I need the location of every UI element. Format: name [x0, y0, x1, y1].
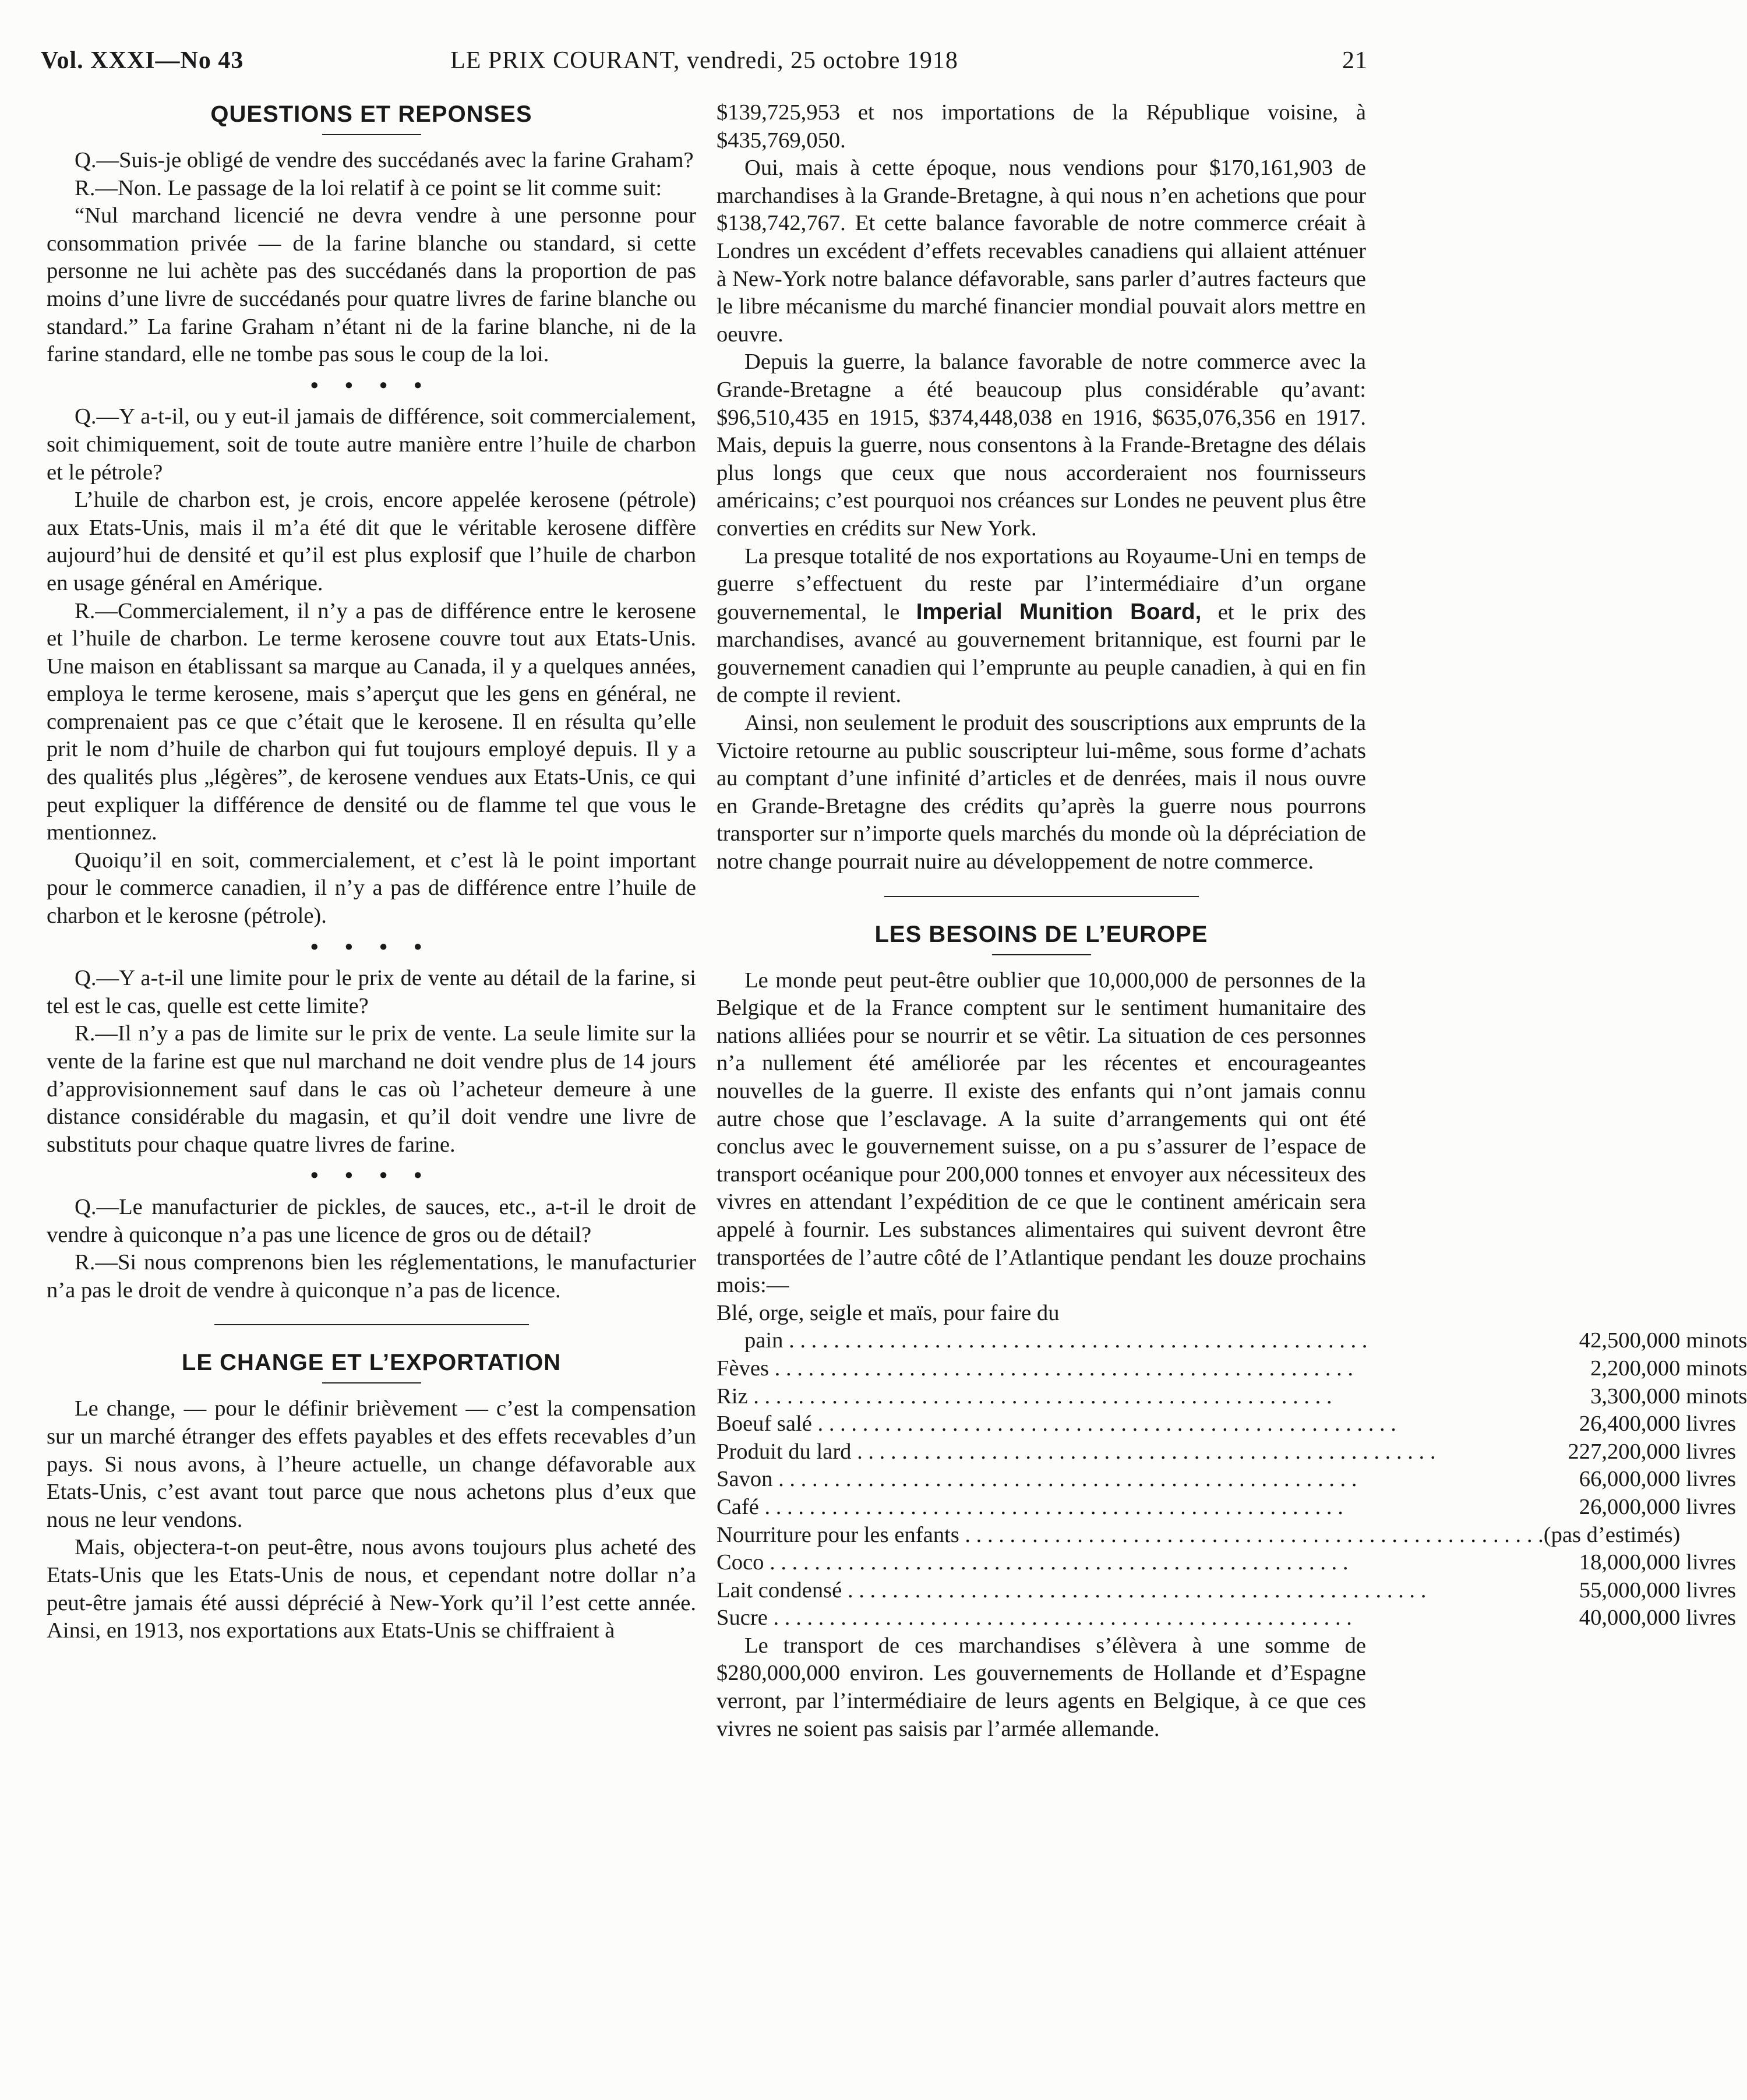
goods-unit: minots	[1686, 1356, 1747, 1381]
goods-intro: Blé, orge, seigle et maïs, pour faire du	[717, 1300, 1060, 1325]
goods-row	[717, 1549, 1747, 1577]
goods-quantity: 42,500,000	[1579, 1328, 1681, 1353]
paragraph-text: et le prix des marchandises, avancé au gouvernement britannique, est fourni par le gouvernement canadien qui l’emprunte au peuple canadien, à qui en fin de compte il revient.	[717, 599, 1366, 708]
goods-row	[717, 1438, 1747, 1466]
paragraph: R.—Si nous comprenons bien les réglementations, le manufacturier n’a pas le droit de vendre à quiconque n’a pas de licence.	[47, 1250, 696, 1303]
paragraph: Q.—Y a-t-il une limite pour le prix de vente au détail de la farine, si tel est le cas, quelle est cette limite?	[47, 966, 696, 1018]
right-column	[717, 99, 1747, 1743]
goods-item	[717, 1466, 1544, 1494]
paragraph: L’huile de charbon est, je crois, encore appelée kerosene (pétrole) aux Etats-Unis, mais il m’a été dit que le véritable kerosene diffère aujourd’hui de densité et qu’il est plus explosif que l’huile de charbon en usage général en Amérique.	[47, 488, 696, 595]
paragraph: R.—Il n’y a pas de limite sur le prix de vente. La seule limite sur la vente de la farine est que nul marchand ne doit vendre plus de 14 jours d’approvisionnement sauf dans le cas où l’acheteur demeure à une distance considérable du magasin, et qu’il doit vendre une livre de substituts pour chaque quatre livres de farine.	[47, 1021, 696, 1157]
goods-unit: livres	[1686, 1467, 1737, 1492]
goods-item	[717, 1494, 1544, 1522]
paragraph-text: La presque totalité de nos exportations au Royaume-Uni en temps de guerre s’effectuent du reste par l’intermédiaire d’un organe gouvernemental, le	[717, 543, 1366, 624]
goods-item-label: Fèves . . .	[717, 1355, 1544, 1383]
goods-item	[717, 1410, 1544, 1438]
goods-row	[717, 1355, 1747, 1383]
left-column	[47, 99, 696, 1645]
goods-unit: minots	[1686, 1328, 1747, 1353]
goods-quantity: 66,000,000	[1579, 1467, 1681, 1492]
paragraph: Q.—Y a-t-il, ou y eut-il jamais de différence, soit commercialement, soit chimiquement, soit de toute autre manière entre l’huile de charbon et le pétrole?	[47, 404, 696, 485]
paragraph: R.—Non. Le passage de la loi relatif à ce point se lit comme suit:	[75, 175, 662, 200]
paragraph: Depuis la guerre, la balance favorable de notre commerce avec la Grande-Bretagne a été beaucoup plus considérable qu’avant: $96,510,435 en 1915, $374,448,038 en 1916, $635,076,356 en 1917. Mais, depuis la guerre, nous consentons à la Frande-Bretagne des délais plus longs que ceux que nous accorderaient nos fournisseurs américains; c’est pourquoi nos créances sur Londes ne peuvent plus être converties en crédits sur New York.	[717, 350, 1366, 541]
goods-row	[717, 1410, 1747, 1438]
separator-stars: • • • •	[310, 934, 432, 959]
goods-item-label: Riz . . .	[717, 1383, 1544, 1411]
goods-table	[717, 1327, 1747, 1632]
goods-item	[717, 1327, 1544, 1355]
goods-item-label: Savon . . .	[717, 1466, 1544, 1494]
goods-unit: livres	[1686, 1494, 1737, 1519]
goods-item	[717, 1577, 1544, 1605]
goods-item	[717, 1438, 1544, 1466]
goods-unit	[1680, 1522, 1747, 1550]
paragraph: Quoiqu’il en soit, commercialement, et c’est là le point important pour le commerce canadien, il n’y a pas de différence entre l’huile de charbon et le kerosne (pétrole).	[47, 848, 696, 929]
goods-quantity: 2,200,000	[1590, 1356, 1681, 1381]
volume-number: Vol. XXXI—No 43	[41, 47, 244, 74]
title-rule	[322, 134, 421, 135]
goods-row	[717, 1383, 1747, 1411]
goods-row	[717, 1466, 1747, 1494]
goods-item	[717, 1522, 1544, 1550]
section-rule	[884, 896, 1199, 897]
goods-item-label: Boeuf salé . . .	[717, 1410, 1544, 1438]
section-rule	[214, 1324, 529, 1325]
paragraph: “Nul marchand licencié ne devra vendre à une personne pour consommation privée — de la farine blanche ou standard, si cette personne ne lui achète pas des succédanés dans la proportion de pas moins d’une livre de succédanés pour quatre livres de farine blanche ou standard.” La farine Graham n’étant ni de la farine blanche, ni de la farine standard, elle ne tombe pas sous le coup de la loi.	[47, 203, 696, 367]
goods-row	[717, 1327, 1747, 1355]
paragraph: Le monde peut peut-être oublier que 10,000,000 de personnes de la Belgique et de la France comptent sur le sentiment humanitaire des nations allіées pour se nourrir et se vêtir. La situation de ces personnes n’a nullement été améliorée par les récentes et encourageantes nouvelles de la guerre. Il existe des enfants qui n’ont jamais connu autre chose que l’esclavage. A la suite d’arrangements qui ont été conclus avec le gouvernement suisse, on a pu s’assurer de l’espace de transport océanique pour 200,000 tonnes et envoyer aux nécessiteux des vivres en attendant l’expédition de ce que le continent américain sera appelé à fournir. Les substances alimentaires qui suivent devront être transportées de l’autre côté de l’Atlantique pendant les douze prochains mois:—	[717, 968, 1366, 1298]
separator-stars: • • • •	[310, 1163, 432, 1188]
goods-item-label: Coco . . .	[717, 1549, 1544, 1577]
goods-item-label: Café . . .	[717, 1494, 1544, 1522]
section-title-europe: LES BESOINS DE L’EUROPE	[874, 921, 1208, 947]
goods-quantity: 3,300,000	[1590, 1383, 1681, 1409]
paragraph: Ainsi, non seulement le produit des souscriptions aux emprunts de la Victoire retourne au public souscripteur lui-même, sous forme d’achats au comptant d’une infinité d’articles et de denrées, mais il nous ouvre en Grande-Bretagne des crédits qu’après la guerre nous pourrons transporter sur n’importe quels marchés du monde où la dépréciation de notre change pourrait nuire au développement de notre commerce.	[717, 711, 1366, 874]
section-title-questions: QUESTIONS ET REPONSES	[210, 101, 532, 127]
goods-quantity: 55,000,000	[1579, 1577, 1681, 1603]
goods-unit: minots	[1686, 1383, 1747, 1409]
goods-quantity: 18,000,000	[1579, 1550, 1681, 1575]
paragraph: Oui, mais à cette époque, nous vendions pour $170,161,903 de marchandises à la Grande-Bretagne, à qui nous n’en achetions que pour $138,742,767. Et cette balance favorable de notre commerce créait à Londres un excédent d’effets recevables canadiens qui allaient atténuer à New-York notre balance défavorable, sans parler d’autres facteurs que le libre mécanisme du marché financier mondial pouvait alors mettre en oeuvre.	[717, 156, 1366, 347]
running-head	[41, 47, 1368, 87]
goods-item-label: pain . . .	[717, 1327, 1544, 1355]
goods-item	[717, 1604, 1544, 1632]
title-rule	[322, 1382, 421, 1383]
paragraph: Le change, — pour le définir brièvement — c’est la compensation sur un marché étranger des effets payables et des effets recevables d’un pays. Si nous avons, à l’heure actuelle, un change défavorable aux Etats-Unis, c’est avant tout parce que nous achetons plus d’eux que nous ne leur vendons.	[47, 1396, 696, 1532]
goods-unit: livres	[1686, 1550, 1737, 1575]
paragraph: Q.—Suis-je obligé de vendre des succédanés avec la farine Graham?	[75, 148, 694, 172]
section-title-change: LE CHANGE ET L’EXPORTATION	[181, 1350, 562, 1376]
goods-row	[717, 1494, 1747, 1522]
board-name: Imperial Munition Board,	[916, 599, 1202, 624]
goods-quantity: 26,000,000	[1579, 1494, 1681, 1519]
goods-unit: livres	[1686, 1605, 1737, 1630]
goods-quantity: (pas d’estimés)	[1543, 1522, 1681, 1547]
publication-title-date: LE PRIX COURANT, vendredi, 25 octobre 1918	[450, 47, 958, 74]
goods-unit: livres	[1686, 1577, 1737, 1603]
title-rule	[992, 954, 1091, 955]
goods-item	[717, 1383, 1544, 1411]
goods-row	[717, 1604, 1747, 1632]
goods-item	[717, 1549, 1544, 1577]
page-number: 21	[1342, 47, 1368, 74]
goods-quantity: 40,000,000	[1579, 1605, 1681, 1630]
paragraph: Q.—Le manufacturier de pickles, de sauces, etc., a-t-il le droit de vendre à quiconque n’a pas une licence de gros ou de détail?	[47, 1194, 696, 1247]
goods-item	[717, 1355, 1544, 1383]
paragraph: R.—Commercialement, il n’y a pas de différence entre le kerosene et l’huile de charbon. Le terme kerosene couvre tout aux Etats-Unis. Une maison en établissant sa marque au Canada, il y a quelques années, employa le terme kerosene, mais s’aperçut que les gens en général, ne comprenaient pas ce que c’était que le kerosene. Il en résulta qu’elle prit le nom d’huile de charbon qui fut toujours employé depuis. Il y a des qualités plus „légères”, de kerosene vendues aux Etats-Unis, ce qui peut expliquer la différence de densité ou de flamme tel que vous le mentionnez.	[47, 598, 696, 845]
goods-row	[717, 1522, 1747, 1550]
separator-stars: • • • •	[310, 373, 432, 398]
paragraph: Le transport de ces marchandises s’élèvera à une somme de $280,000,000 environ. Les gouvernements de Hollande et d’Espagne verront, par l’intermédiaire de leurs agents en Belgique, à ce que ces vivres ne soient pas saisis par l’armée allemande.	[717, 1633, 1366, 1741]
goods-item-label: Nourriture pour les enfants . . .	[717, 1522, 1544, 1550]
goods-row	[717, 1577, 1747, 1605]
goods-item-label: Lait condensé . . .	[717, 1577, 1544, 1605]
goods-item-label: Sucre . . .	[717, 1604, 1544, 1632]
paragraph: $139,725,953 et nos importations de la République voisine, à $435,769,050.	[717, 100, 1366, 153]
goods-unit: livres	[1686, 1411, 1737, 1437]
goods-unit: livres	[1686, 1439, 1737, 1464]
goods-item-label: Produit du lard . . .	[717, 1438, 1544, 1466]
paragraph	[717, 543, 1366, 710]
goods-quantity: 227,200,000	[1568, 1439, 1681, 1464]
paragraph: Mais, objectera-t-on peut-être, nous avons toujours plus acheté des Etats-Unis que les Etats-Unis de nous, et cependant notre dollar n’a peut-être jamais été aussi déprécié à New-York qu’il l’est cette année. Ainsi, en 1913, nos exportations aux Etats-Unis se chiffraient à	[47, 1535, 696, 1643]
goods-quantity: 26,400,000	[1579, 1411, 1681, 1437]
